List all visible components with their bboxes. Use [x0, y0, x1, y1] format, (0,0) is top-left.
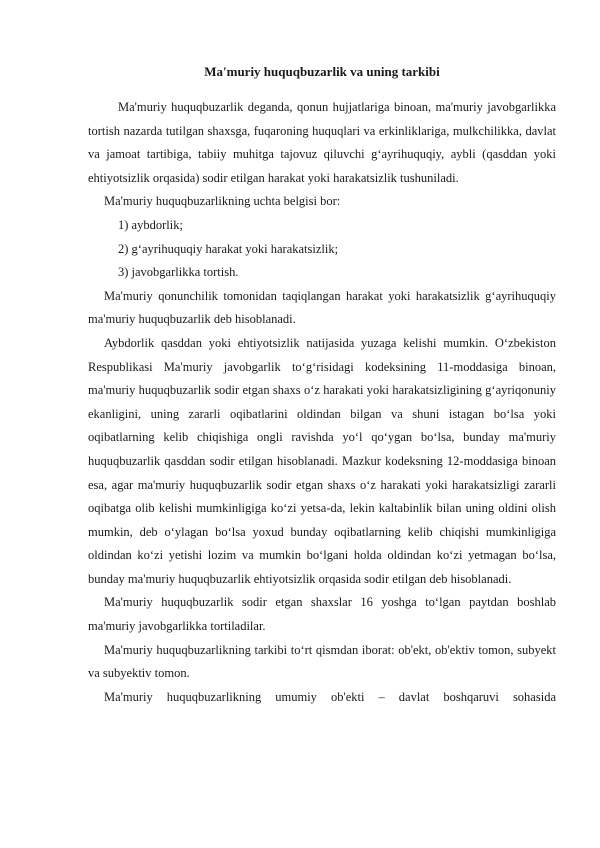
document-page	[88, 62, 556, 709]
paragraph-age: Ma'muriy huquqbuzarlik sodir etgan shaxslar 16 yoshga to‘lgan paytdan boshlab ma'muriy javobgarlikka tortiladilar.	[88, 595, 556, 634]
paragraph-signs-intro: Ma'muriy huquqbuzarlikning uchta belgisi bor:	[104, 194, 341, 209]
paragraph-object: Ma'muriy huquqbuzarlikning umumiy ob'ekti – davlat boshqaruvi sohasida	[104, 689, 556, 704]
list-item: 3) javobgarlikka tortish.	[118, 265, 239, 280]
paragraph-unlawful-act: Ma'muriy qonunchilik tomonidan taqiqlangan harakat yoki harakatsizlik g‘ayrihuquqiy ma'muriy huquqbuzarlik deb hisoblanadi.	[88, 288, 556, 327]
paragraph-definition: Ma'muriy huquqbuzarlik deganda, qonun hujjatlariga binoan, ma'muriy javobgarlikka tortish nazarda tutilgan shaxsga, fuqaroning huquqlari va erkinliklariga, mulkchilikka, davlat va jamoat tartibiga, tabiiy muhitga tajovuz qiluvchi g‘ayrihuquqiy, aybli (qasddan yoki ehtiyotsizlik orqasida) sodir etilgan harakat yoki harakatsizlik tushuniladi.	[88, 100, 556, 185]
paragraph-guilt: Aybdorlik qasddan yoki ehtiyotsizlik natijasida yuzaga kelishi mumkin. O‘zbekiston Respublikasi Ma'muriy javobgarlik to‘g‘risidagi kodeksining 11-moddasiga binoan, ma'muriy huquqbuzarlik sodir etgan shaxs o‘z harakati yoki harakatsizligining g‘ayriqonuniy ekanligini, uning zararli oqibatlarini oldindan bilgan va shuni istagan bo‘lsa yoki oqibatlarning kelib chiqishiga ongli ravishda yo‘l qo‘ygan bo‘lsa, bunday ma'muriy huquqbuzarlik qasddan sodir etilgan hisoblanadi. Mazkur kodeksning 12-moddasiga binoan esa, agar ma'muriy huquqbuzarlik sodir etgan shaxs o‘z harakati yoki harakatsizligi zararli oqibatga olib kelishi mumkinligiga ko‘zi yetsa-da, lekin kaltabinlik bilan uning oldini olish mumkin, deb o‘ylagan bo‘lsa yoxud bunday oqibatlarning kelib chiqishi mumkinligiga oldindan ko‘zi yetishi lozim va mumkin bo‘lgani holda oldindan ko‘zi yetmagan bo‘lsa, bunday ma'muriy huquqbuzarlik ehtiyotsizlik orqasida sodir etilgan deb hisoblanadi.	[88, 335, 556, 586]
list-item: 1) aybdorlik;	[118, 217, 183, 232]
paragraph-composition: Ma'muriy huquqbuzarlikning tarkibi to‘rt qismdan iborat: ob'ekt, ob'ektiv tomon, subyekt va subyektiv tomon.	[88, 642, 556, 681]
list-item: 2) g‘ayrihuquqiy harakat yoki harakatsizlik;	[118, 241, 339, 256]
document-title: Ma'muriy huquqbuzarlik va uning tarkibi	[204, 64, 440, 79]
